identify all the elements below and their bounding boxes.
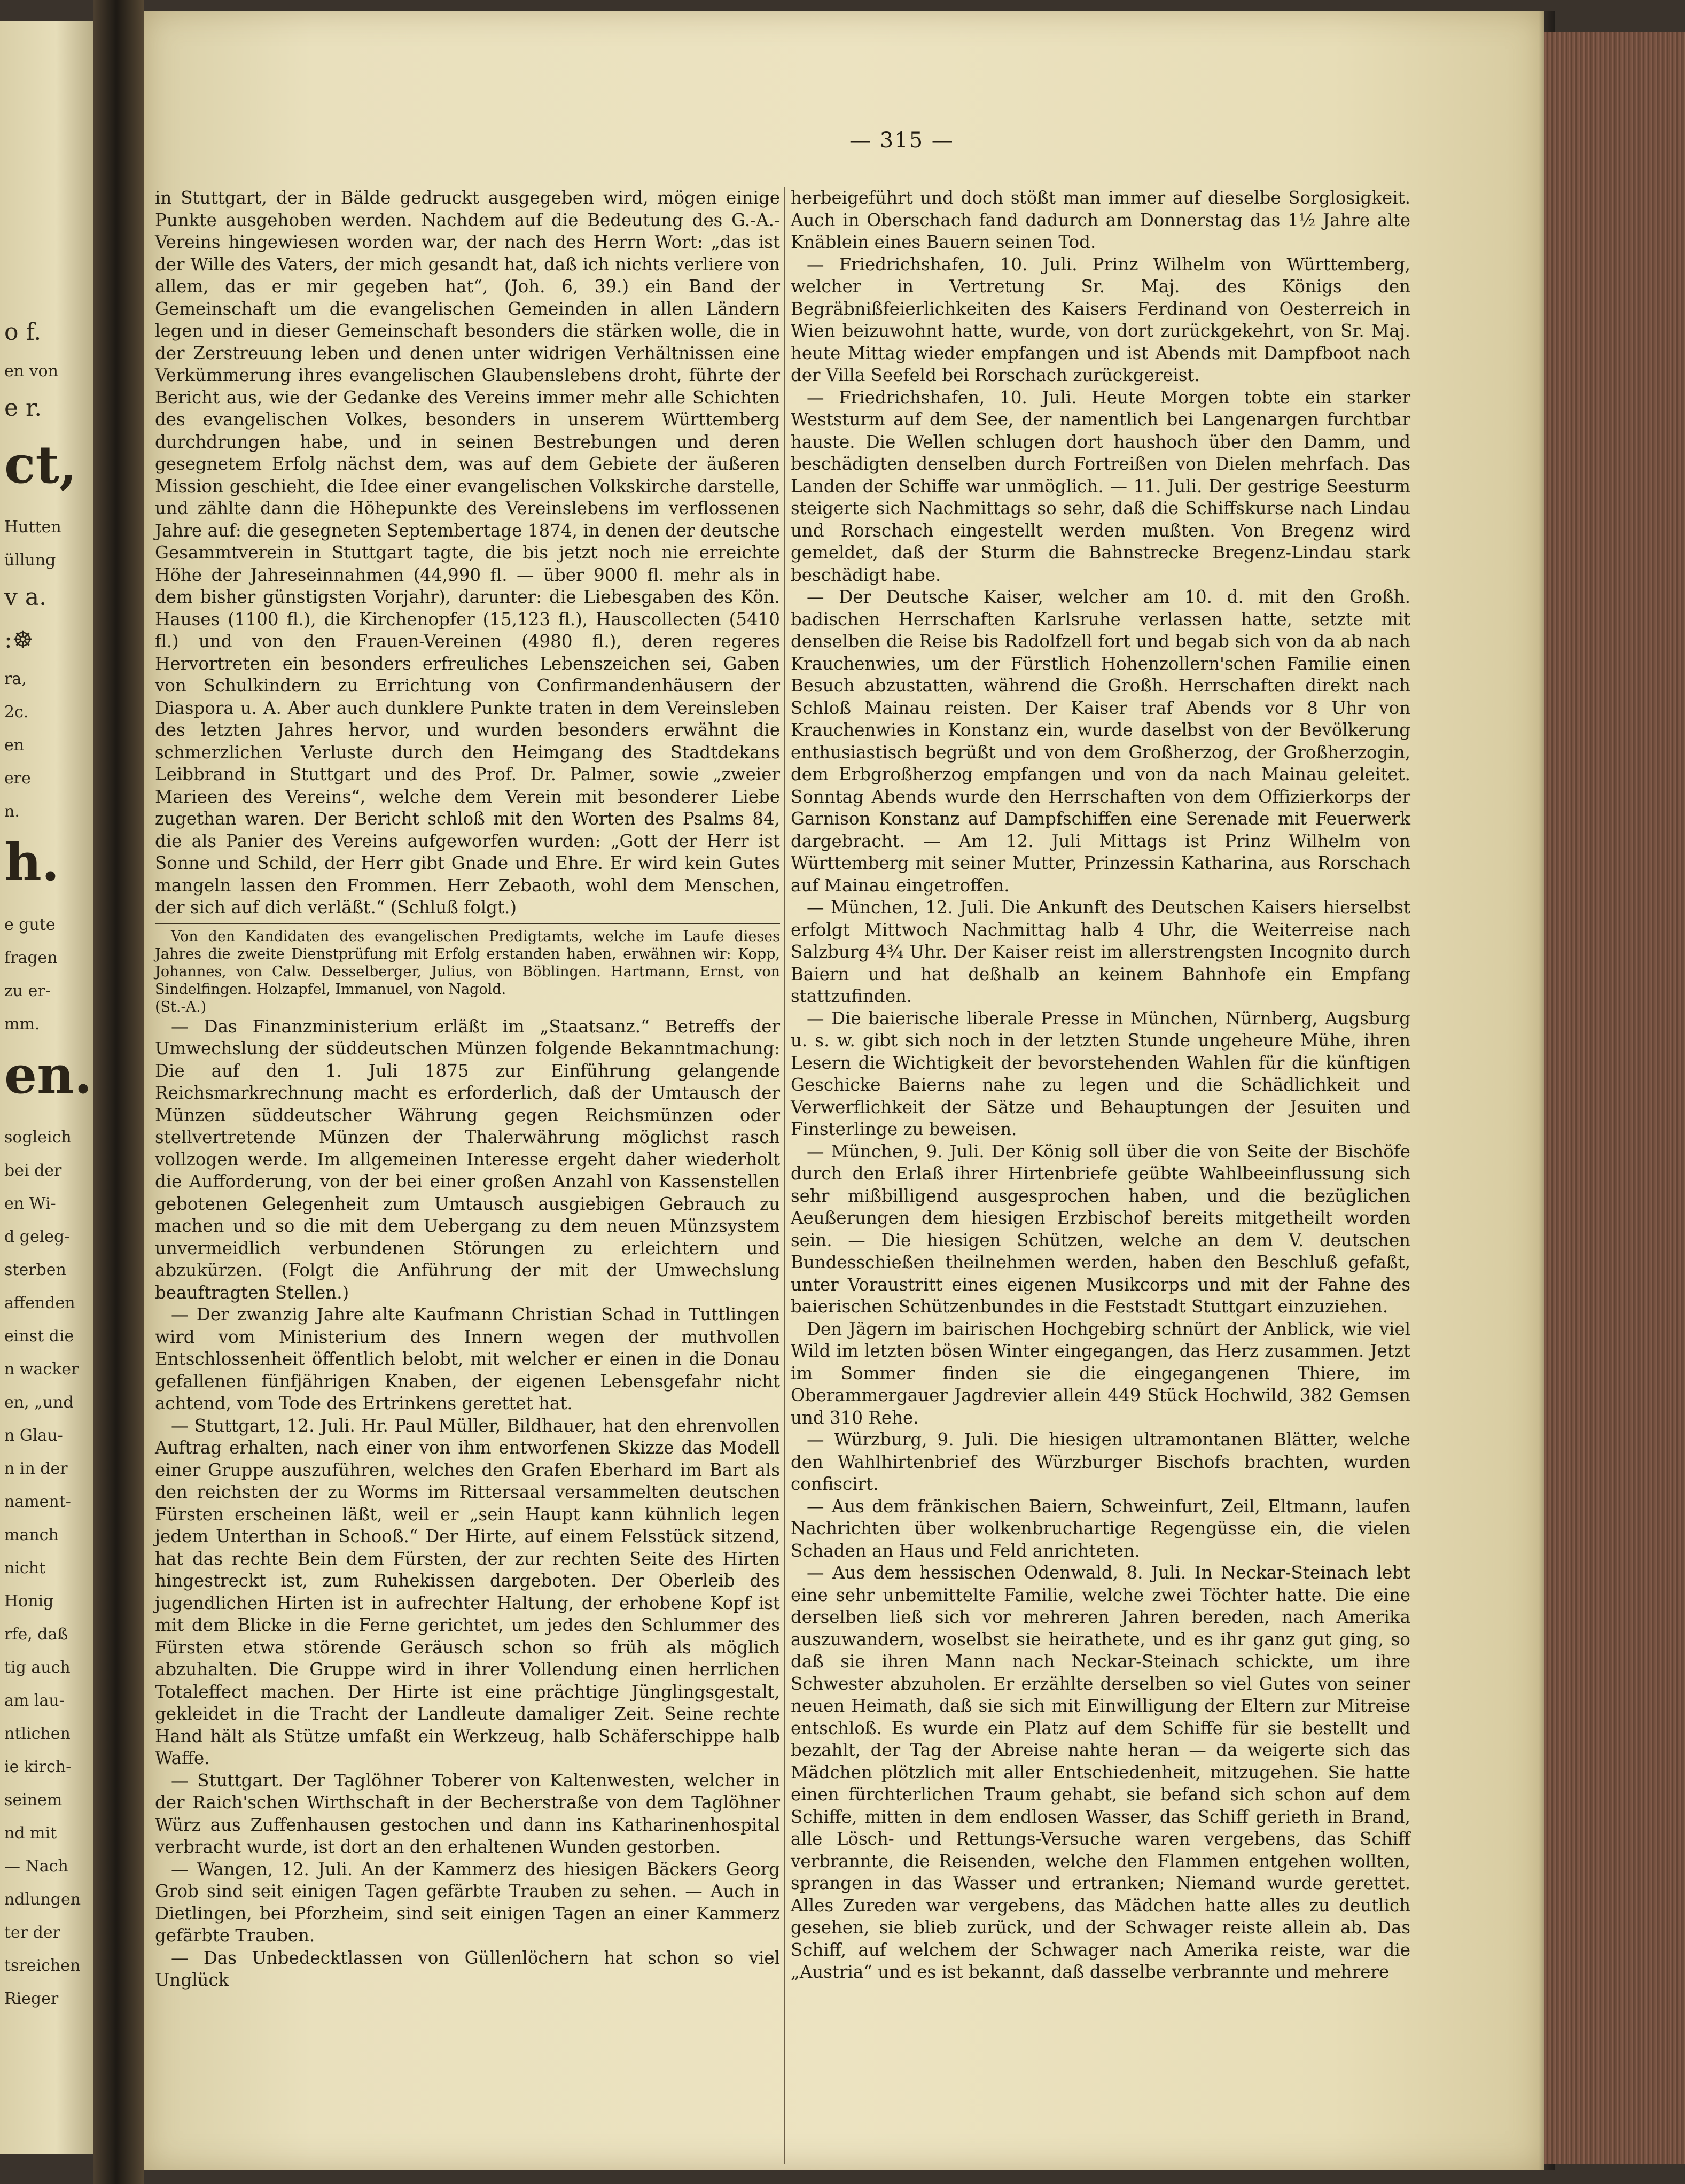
column-divider xyxy=(784,187,785,2164)
article-paragraph: — München, 9. Juli. Der König soll über die von Seite der Bischöfe durch den Erlaß ihrer Hirtenbriefe geübte Wahlbeeinflussung sich sehr mißbilligend ausgesprochen haben, und die bezüglichen Aeußerungen dem hiesigen Erzbischof bereits mitgetheilt worden sein. — Die hiesigen Schützen, welche an dem V. deutschen Bundesschießen theilnehmen werden, haben den Beschluß gefaßt, unter Voraustritt eines eigenen Musikcorps und mit der Fahne des baierischen Schützenbundes in die Feststadt Stuttgart einzuziehen. xyxy=(791,1141,1410,1317)
facing-page-text-fragment: :☸ xyxy=(4,626,34,654)
facing-page-text-fragment: sterben xyxy=(4,1261,66,1279)
facing-page-text-fragment: Hutten xyxy=(4,518,61,537)
article-paragraph: — Das Finanzministerium erläßt im „Staatsanz.“ Betreffs der Umwechslung der süddeutschen Münzen folgende Bekanntmachung: Die auf den 1. Juli 1875 zur Einführung gelangende Reichsmarkrechnung macht es erforderlich, daß der Umtausch der Münzen süddeutscher Währung gegen Reichsmünzen oder stellvertretende Münzen der Thalerwährung möglichst rasch vollzogen werde. Im allgemeinen Interesse ergeht daher wiederholt die Aufforderung, von der bei einer großen Anzahl von Kassenstellen gebotenen Gelegenheit zum Umtausch ausgiebigen Gebrauch zu machen und so die mit dem Uebergang zu dem neuen Münzsystem unvermeidlich verbundenen Störungen zu erleichtern und abzukürzen. (Folgt die Anführung der mit der Umwechslung beauftragten Stellen.) xyxy=(155,1016,780,1303)
article-paragraph: — München, 12. Juli. Die Ankunft des Deutschen Kaisers hierselbst erfolgt Mittwoch Nachmittag halb 4 Uhr, die Weiterreise nach Salzburg 4¾ Uhr. Der Kaiser reist im allerstrengsten Incognito durch Baiern und hat deßhalb an keinem Bahnhofe ein Empfang stattzufinden. xyxy=(791,897,1410,1006)
facing-page-text-fragment: ie kirch- xyxy=(4,1758,72,1776)
article-paragraph: — Stuttgart, 12. Juli. Hr. Paul Müller, Bildhauer, hat den ehrenvollen Auftrag erhalten, nach einer von ihm entworfenen Skizze das Modell einer Gruppe auszuführen, welches den Grafen Eberhard im Bart als den reichsten der zu Worms im Rittersaal versammelten deutschen Fürsten erscheinen läßt, weil er „sein Haupt kann kühnlich legen jedem Unterthan in Schooß.“ Der Hirte, auf einem Felsstück sitzend, hat das rechte Bein dem Fürsten, der zur rechten Seite des Hirten hingestreckt ist, zum Ruhekissen dargeboten. Der Oberleib des jugendlichen Hirten ist in aufrechter Haltung, der erhobene Kopf ist mit dem Blicke in die Ferne gerichtet, um jedes den Schlummer des Fürsten etwa störende Geräusch schon so früh als möglich abzuhalten. Die Gruppe wird in ihrer Vollendung einen herrlichen Totaleffect machen. Der Hirte ist eine prächtige Jünglingsgestalt, gekleidet in die Tracht der Landleute damaliger Zeit. Seine rechte Hand hält als Stütze umfaßt ein Werkzeug, halb Schäferschippe halb Waffe. xyxy=(155,1415,780,1768)
facing-page-text-fragment: v a. xyxy=(4,584,47,611)
facing-page-text-fragment: ere xyxy=(4,769,31,788)
facing-page-text-fragment: e r. xyxy=(4,394,42,422)
book-gutter xyxy=(93,0,144,2184)
facing-page-text-fragment: 2c. xyxy=(4,703,29,721)
facing-page-text-fragment: Rieger xyxy=(4,1989,59,2008)
facing-page-text-fragment: ter der xyxy=(4,1923,60,1942)
right-column xyxy=(791,187,1410,1984)
article-paragraph: — Wangen, 12. Juli. An der Kammerz des hiesigen Bäckers Georg Grob sind seit einigen Tagen gefärbte Trauben zu sehen. — Auch in Dietlingen, bei Pforzheim, sind seit einigen Tagen an einer Kammerz gefärbte Trauben. xyxy=(155,1859,780,1946)
article-paragraph: — Der zwanzig Jahre alte Kaufmann Christian Schad in Tuttlingen wird vom Ministerium des Innern wegen der muthvollen Entschlossenheit öffentlich belobt, mit welcher er einen in die Donau gefallenen fünfjährigen Knaben, der eigenen Lebensgefahr nicht achtend, vom Tode des Ertrinkens gerettet hat. xyxy=(155,1304,780,1413)
article-paragraph: — Der Deutsche Kaiser, welcher am 10. d. mit den Großh. badischen Herrschaften Karlsruhe verlassen hatte, setzte mit denselben die Reise bis Radolfzell fort und begab sich von da ab nach Krauchenwies, um der Fürstlich Hohenzollern'schen Familie einen Besuch abzustatten, während die Großh. Herrschaften direkt nach Schloß Mainau reisten. Der Kaiser traf Abends vor 8 Uhr von Krauchenwies in Konstanz ein, wurde daselbst von der Bevölkerung enthusiastisch begrüßt und von dem Großherzog, der Großherzogin, dem Erbgroßherzog empfangen und von da nach Mainau geleitet. Sonntag Abends wurde den Herrschaften von dem Offizierkorps der Garnison Konstanz auf Dampfschiffen eine Serenade mit Feuerwerk dargebracht. — Am 12. Juli Mittags ist Prinz Wilhelm von Württemberg mit seiner Mutter, Prinzessin Katharina, aus Rorschach auf Mainau eingetroffen. xyxy=(791,587,1410,896)
facing-page-text-fragment: ndlungen xyxy=(4,1890,81,1909)
facing-page-text-fragment: n in der xyxy=(4,1459,68,1478)
facing-page-text-fragment: h. xyxy=(4,832,60,892)
article-paragraph: — Friedrichshafen, 10. Juli. Heute Morgen tobte ein starker Weststurm auf dem See, der namentlich bei Langenargen furchtbar hauste. Die Wellen schlugen dort haushoch über den Damm, und beschädigten denselben durch Fortreißen von Dielen mehrfach. Das Landen der Schiffe war unmöglich. — 11. Juli. Der gestrige Seesturm steigerte sich Nachmittags so sehr, daß die Schiffskurse nach Lindau und Rorschach eingestellt werden mußten. Von Bregenz wird gemeldet, daß der Sturm die Bahnstrecke Bregenz-Lindau stark beschädigt habe. xyxy=(791,387,1410,585)
notice-source: (St.-A.) xyxy=(155,998,207,1015)
article-paragraph: — Würzburg, 9. Juli. Die hiesigen ultramontanen Blätter, welche den Wahlhirtenbrief des Würzburger Bischofs brachten, wurden confiscirt. xyxy=(791,1429,1410,1494)
article-paragraph: — Aus dem hessischen Odenwald, 8. Juli. In Neckar-Steinach lebt eine sehr unbemittelte Familie, welche zwei Töchter hatte. Die eine derselben ließ sich vor mehreren Jahren bereden, nach Amerika auszuwandern, woselbst sie heirathete, und es ihr ganz gut ging, so daß sie ihren Mann nach Neckar-Steinach schickte, um ihre Schwester abzuholen. Er erzählte derselben so viel Gutes von seiner neuen Heimath, daß sie sich mit Einwilligung der Eltern zur Mitreise entschloß. Es wurde ein Platz auf dem Schiffe für sie bestellt und bezahlt, der Tag der Abreise nahte heran — da weigerte sich das Mädchen plötzlich mit aller Entschiedenheit, mitzugehen. Sie hatte einen fürchterlichen Traum gehabt, sie befand sich schon auf dem Schiffe, mitten in dem endlosen Wasser, das Schiff gerieth in Brand, alle Lösch- und Rettungs-Versuche waren vergebens, das Schiff verbrannte, die Reisenden, welche den Flammen entgehen wollten, sprangen in das Wasser und ertranken; Niemand wurde gerettet. Alles Zureden war vergebens, das Mädchen hatte alles zu deutlich gesehen, sie blieb zurück, und der Schwager reiste allein ab. Das Schiff, auf welchem der Schwager nach Amerika reiste, war die „Austria“ und es ist bekannt, daß dasselbe verbrannte und mehrere xyxy=(791,1563,1410,1982)
facing-page-text-fragment: fragen xyxy=(4,949,58,967)
article-paragraph: — Die baierische liberale Presse in München, Nürnberg, Augsburg u. s. w. gibt sich noch in der letzten Stunde ungeheure Mühe, ihren Lesern die Wichtigkeit der bevorstehenden Wahlen für die künftigen Geschicke Baierns nahe zu legen und die Schädlichkeit und Verwerflichkeit der Sätze und Behauptungen der Jesuiten und Finsterlinge zu beweisen. xyxy=(791,1008,1410,1139)
facing-page-text-fragment: o f. xyxy=(4,318,42,346)
facing-page-text-fragment: nd mit xyxy=(4,1824,57,1843)
facing-page-text-fragment: en von xyxy=(4,362,58,380)
facing-page-text-fragment: en Wi- xyxy=(4,1194,56,1213)
facing-page-text-fragment: manch xyxy=(4,1526,59,1544)
facing-page-text-fragment: nament- xyxy=(4,1493,71,1511)
article-paragraph: herbeigeführt und doch stößt man immer auf dieselbe Sorglosigkeit. Auch in Oberschach fand dadurch am Donnerstag das 1½ Jahre alte Knäblein eines Bauern seinen Tod. xyxy=(791,188,1410,252)
facing-page-text-fragment: rfe, daß xyxy=(4,1625,68,1644)
article-paragraph: — Friedrichshafen, 10. Juli. Prinz Wilhelm von Württemberg, welcher in Vertretung Sr. Maj. des Königs den Begräbnißfeierlichkeiten des Kaisers Ferdinand von Oesterreich in Wien beizuwohnt hatte, wurde, von dort zurückgekehrt, von Sr. Maj. heute Mittag wieder empfangen und ist Abends mit Dampfboot nach der Villa Seefeld bei Rorschach zurückgereist. xyxy=(791,254,1410,385)
facing-page-text-fragment: n Glau- xyxy=(4,1426,63,1445)
facing-page-text-fragment: ntlichen xyxy=(4,1724,71,1743)
facing-page-text-fragment: d geleg- xyxy=(4,1227,70,1246)
article-paragraph: — Stuttgart. Der Taglöhner Toberer von Kaltenwesten, welcher in der Raich'schen Wirthschaft in der Becherstraße von dem Taglöhner Würz aus Zuffenhausen gestochen und dann ins Katharinenhospital verbracht wurde, ist dort an den erhaltenen Wunden gestorben. xyxy=(155,1770,780,1857)
facing-page-text-fragment: en. xyxy=(4,1045,92,1105)
article-paragraph: — Das Unbedecktlassen von Güllenlöchern hat schon so viel Unglück xyxy=(155,1947,780,1990)
facing-page-text-fragment: ra, xyxy=(4,670,27,688)
page-number: — 315 — xyxy=(849,128,954,153)
article-paragraph: Den Jägern im bairischen Hochgebirg schnürt der Anblick, wie viel Wild im letzten bösen Winter eingegangen, das Herz zusammen. Jetzt im Sommer finden sie die eingegangenen Thiere, im Oberammergauer Jagdrevier allein 449 Stück Hochwild, 382 Gemsen und 310 Rehe. xyxy=(791,1318,1410,1428)
facing-page-text-fragment: sogleich xyxy=(4,1128,72,1147)
facing-page-text-fragment: n. xyxy=(4,802,20,821)
facing-page-fragment xyxy=(0,21,93,2154)
facing-page-text-fragment: n wacker xyxy=(4,1360,79,1379)
facing-page-text-fragment: mm. xyxy=(4,1015,40,1033)
facing-page-text-fragment: — Nach xyxy=(4,1857,68,1876)
facing-page-text-fragment: tig auch xyxy=(4,1658,71,1677)
facing-page-text-fragment: am lau- xyxy=(4,1691,65,1710)
book-page-edges xyxy=(1544,32,1685,2164)
facing-page-text-fragment: seinem xyxy=(4,1791,63,1809)
newspaper-page xyxy=(144,11,1544,2170)
facing-page-text-fragment: tsreichen xyxy=(4,1956,81,1975)
report-paragraph: in Stuttgart, der in Bälde gedruckt ausgegeben wird, mögen einige Punkte ausgehoben werden. Nachdem auf die Bedeutung des G.-A.-Vereins hingewiesen worden war, der nach des Herrn Wort: „das ist der Wille des Vaters, der mich gesandt hat, daß ich nichts verliere von allem, das er mir gegeben hat“, (Joh. 6, 39.) ein Band der Gemeinschaft um die evangelischen Gemeinden in allen Ländern legen und in dieser Gemeinschaft besonders die stärken wolle, die in der Zerstreuung leben und denen unter widrigen Verhältnissen eine Verkümmerung ihres evangelischen Glaubenslebens droht, führte der Bericht aus, wie der Gedanke des Vereins immer mehr alle Schichten des evangelischen Volkes, besonders in unserem Württemberg durchdrungen habe, und in seinen Bestrebungen und deren gesegnetem Erfolg nächst dem, was auf dem Gebiete der äußeren Mission geschieht, die Idee einer evangelischen Volkskirche darstelle, und zählte dann die Höhepunkte des Vereinslebens im verflossenen Jahre auf: die gesegneten Septembertage 1874, in denen der deutsche Gesammtverein in Stuttgart tagte, die bis jetzt noch nie erreichte Höhe der Jahreseinnahmen (44,990 fl. — über 9000 fl. mehr als in dem bisher günstigsten Vorjahr), darunter: die Liebesgaben des Kön. Hauses (1100 fl.), die Kirchenopfer (15,123 fl.), Hauscollecten (5410 fl.) und von den Frauen-Vereinen (4980 fl.), deren regeres Hervortreten ein besonders erfreuliches Lebenszeichen sei, Gaben von Schulkindern zu Errichtung von Confirmandenhäusern der Diaspora u. A. Aber auch dunklere Punkte traten in dem Vereinsleben des letzten Jahres hervor, und wurden besonders erwähnt die schmerzlichen Verluste durch den Heimgang des Stadtdekans Leibbrand in Stuttgart und des Prof. Dr. Palmer, sowie „zweier Marieen des Vereins“, welche dem Verein mit besonderer Liebe zugethan waren. Der Bericht schloß mit den Worten des Psalms 84, die als Panier des Vereins aufgeworfen wurden: „Gott der Herr ist Sonne und Schild, der Herr gibt Gnade und Ehre. Er wird kein Gutes mangeln lassen den Frommen. Herr Zebaoth, wohl dem Menschen, der sich auf dich verläßt.“ (Schluß folgt.) xyxy=(155,188,780,918)
left-column xyxy=(155,187,780,1992)
facing-page-text-fragment: nicht xyxy=(4,1559,46,1577)
facing-page-text-fragment: affenden xyxy=(4,1294,75,1312)
candidates-notice: Von den Kandidaten des evangelischen Predigtamts, welche im Laufe dieses Jahres die zweite Dienstprüfung mit Erfolg erstanden haben, erwähnen wir: Kopp, Johannes, von Calw. Desselberger, Julius, von Böblingen. Hartmann, Ernst, von Sindelfingen. Holzapfel, Immanuel, von Nagold. xyxy=(155,928,780,998)
facing-page-text-fragment: einst die xyxy=(4,1327,74,1346)
facing-page-text-fragment: ct, xyxy=(4,434,77,495)
facing-page-text-fragment: e gute xyxy=(4,915,56,934)
facing-page-text-fragment: Honig xyxy=(4,1592,54,1611)
facing-page-text-fragment: en, „und xyxy=(4,1393,74,1412)
column-rule xyxy=(155,923,780,924)
facing-page-text-fragment: üllung xyxy=(4,551,56,570)
article-paragraph: — Aus dem fränkischen Baiern, Schweinfurt, Zeil, Eltmann, laufen Nachrichten über wolkenbruchartige Regengüsse ein, die vielen Schaden an Haus und Feld anrichteten. xyxy=(791,1496,1410,1561)
facing-page-text-fragment: bei der xyxy=(4,1161,62,1180)
facing-page-text-fragment: zu er- xyxy=(4,982,51,1000)
facing-page-text-fragment: en xyxy=(4,736,25,755)
